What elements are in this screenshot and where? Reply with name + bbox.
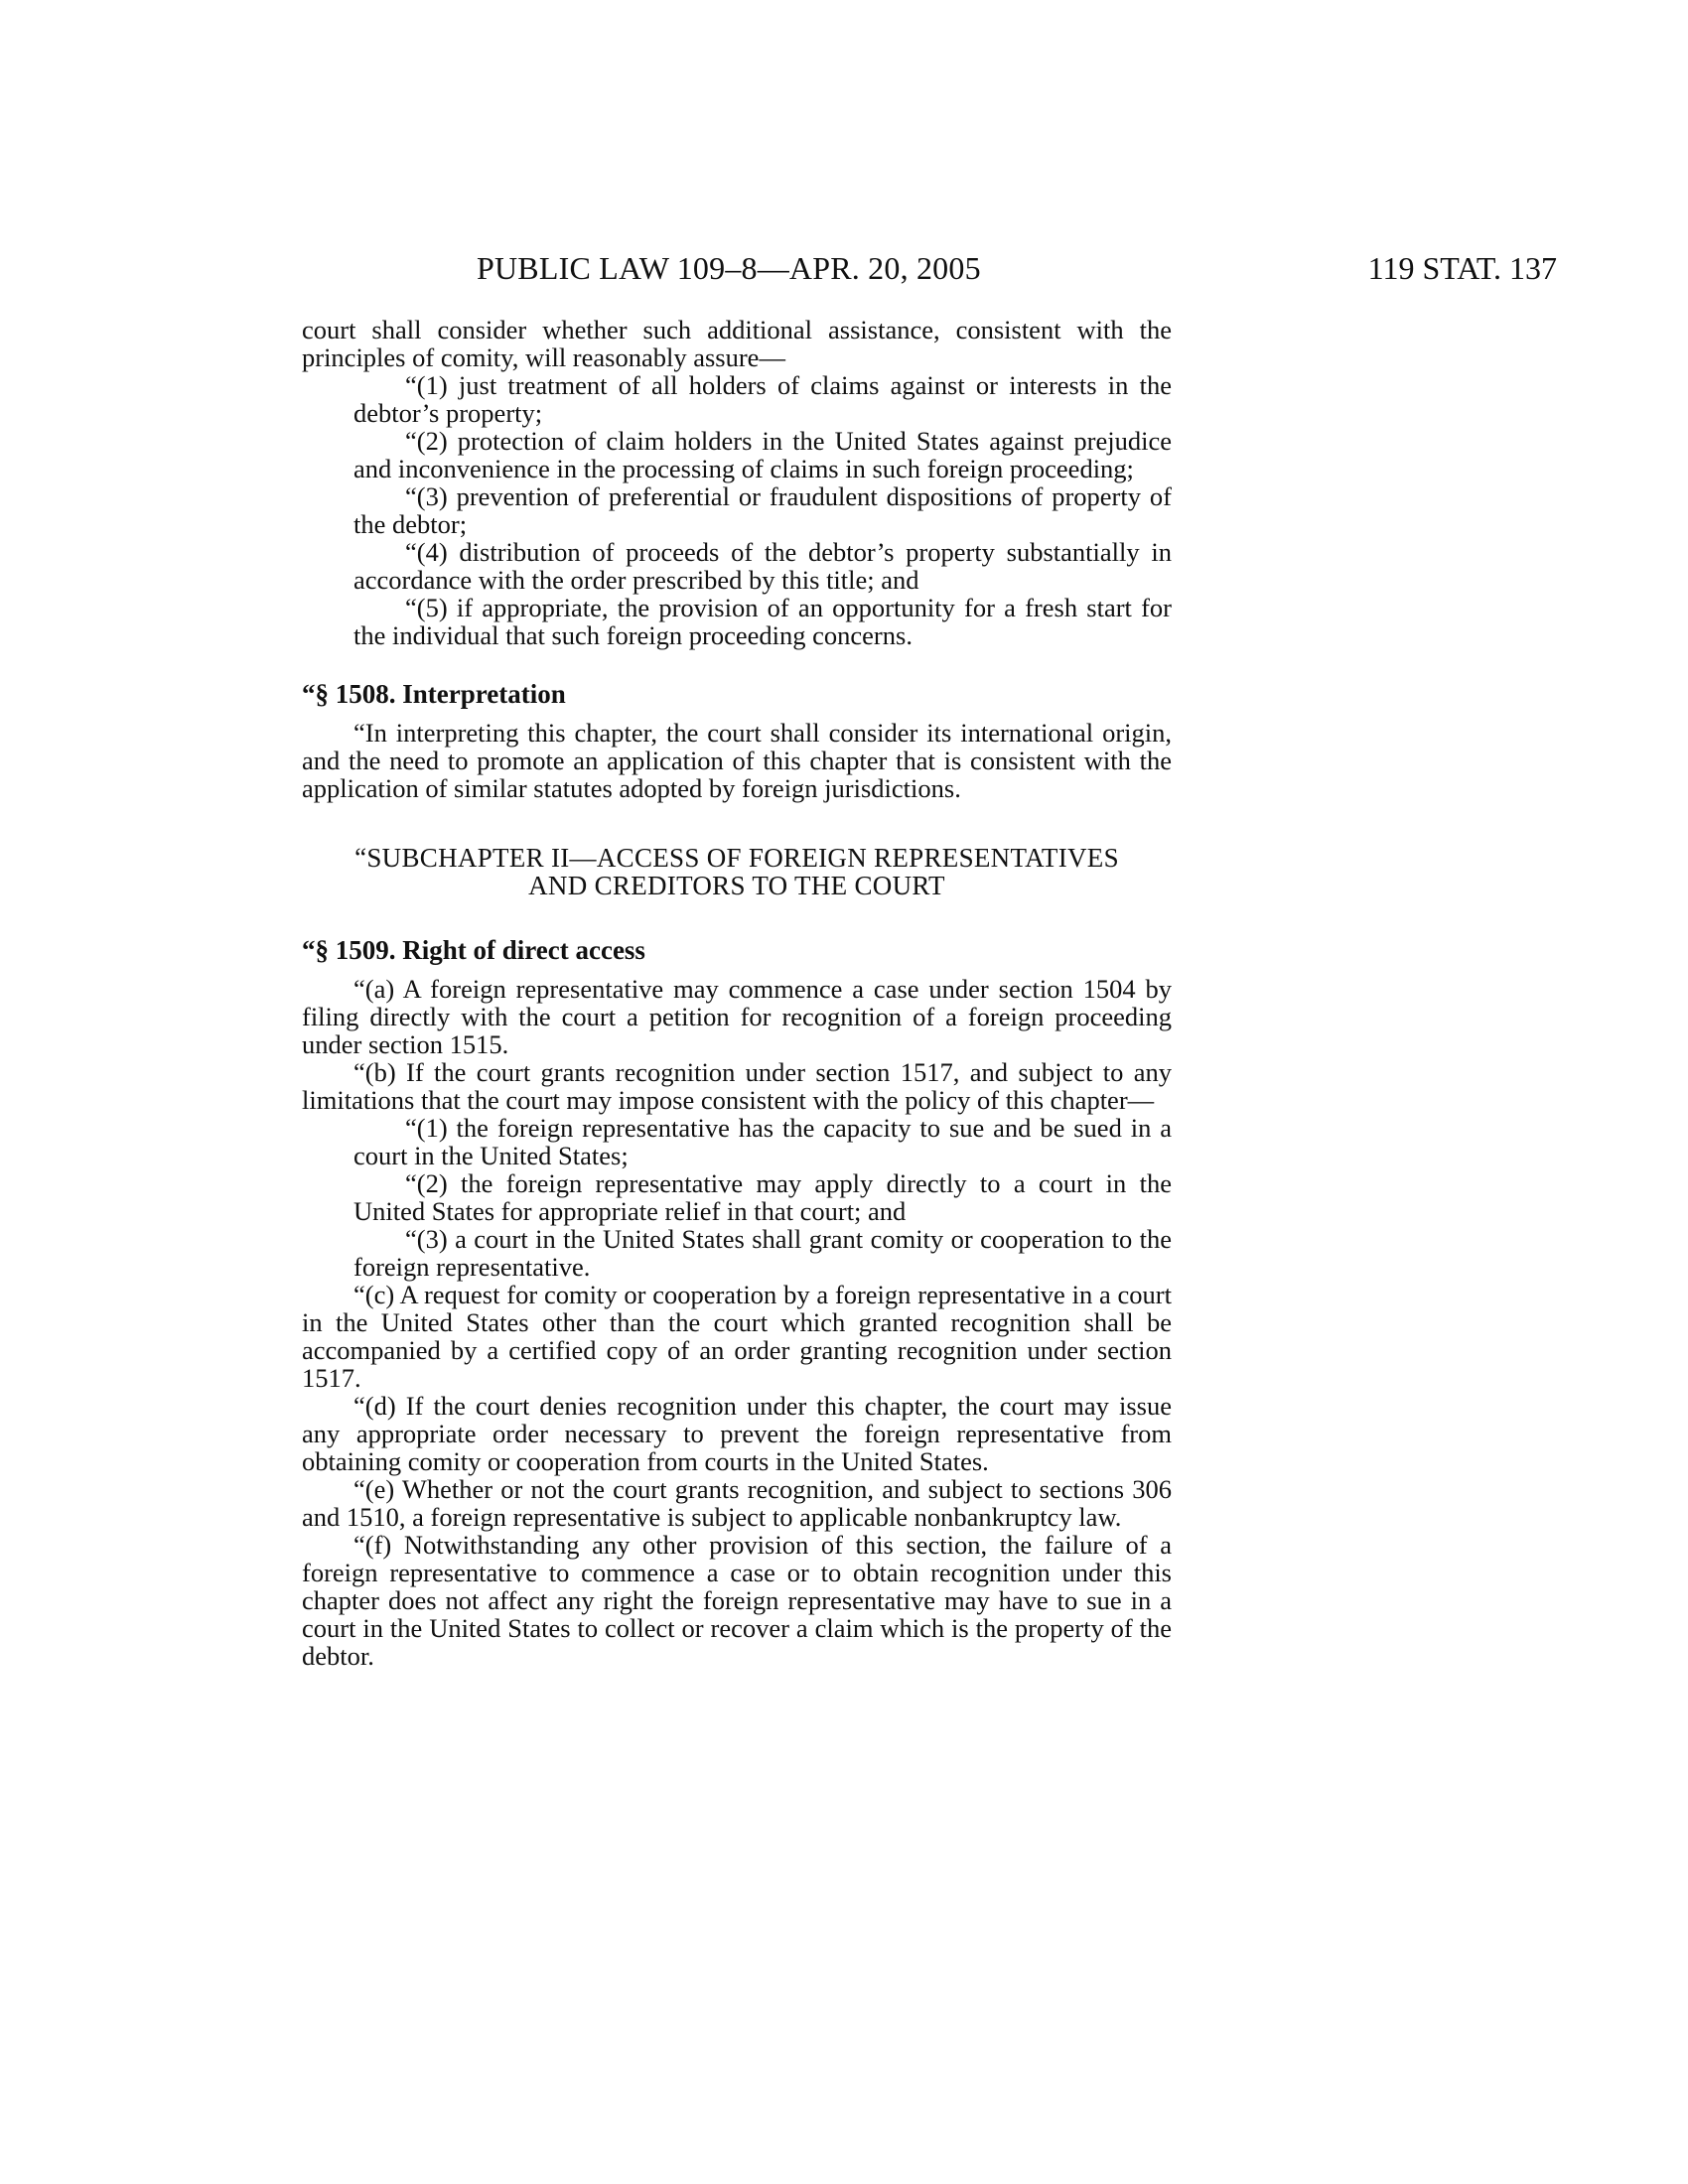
- document-body: [302, 316, 1172, 1670]
- subchapter-heading-line1: “SUBCHAPTER II—ACCESS OF FOREIGN REPRESENTATIVES: [354, 843, 1119, 873]
- subsection-f: “(f) Notwithstanding any other provision of this section, the failure of a foreign representative to commence a case or to obtain recognition under this chapter does not affect any right the foreign representative may have to sue in a court in the United States to collect or recover a claim which is the property of the debtor.: [302, 1530, 1172, 1671]
- section-1507-intro: court shall consider whether such additional assistance, consistent with the principles of comity, will reasonably assure—: [302, 315, 1172, 372]
- list-item: “(1) just treatment of all holders of claims against or interests in the debtor’s property;: [353, 370, 1172, 428]
- list-item: “(4) distribution of proceeds of the debtor’s property substantially in accordance with the order prescribed by this title; and: [353, 537, 1172, 595]
- list-item: “(2) protection of claim holders in the United States against prejudice and inconvenience in the processing of claims in such foreign proceeding;: [353, 426, 1172, 483]
- list-item: “(1) the foreign representative has the capacity to sue and be sued in a court in the United States;: [353, 1113, 1172, 1170]
- subchapter-heading: [302, 844, 1172, 899]
- subsection-b: “(b) If the court grants recognition under section 1517, and subject to any limitations that the court may impose consistent with the policy of this chapter—: [302, 1057, 1172, 1115]
- list-item: “(5) if appropriate, the provision of an opportunity for a fresh start for the individual that such foreign proceeding concerns.: [353, 593, 1172, 650]
- statute-page-number: 119 STAT. 137: [1367, 250, 1557, 286]
- header-title: PUBLIC LAW 109–8—APR. 20, 2005: [477, 250, 981, 286]
- subsection-a: “(a) A foreign representative may commence a case under section 1504 by filing directly with the court a petition for recognition of a foreign proceeding under section 1515.: [302, 974, 1172, 1059]
- subsection-d: “(d) If the court denies recognition under this chapter, the court may issue any appropriate order necessary to prevent the foreign representative from obtaining comity or cooperation from courts in the United States.: [302, 1391, 1172, 1476]
- list-item: “(3) prevention of preferential or fraudulent dispositions of property of the debtor;: [353, 481, 1172, 539]
- subsection-c: “(c) A request for comity or cooperation by a foreign representative in a court in the United States other than the court which granted recognition shall be accompanied by a certified copy of an order granting recognition under section 1517.: [302, 1280, 1172, 1393]
- section-1508-text: “In interpreting this chapter, the court shall consider its international origin, and the need to promote an application of this chapter that is consistent with the application of similar statutes adopted by foreign jurisdictions.: [302, 718, 1172, 803]
- subchapter-heading-line2: AND CREDITORS TO THE COURT: [528, 871, 945, 900]
- list-item: “(2) the foreign representative may apply directly to a court in the United States for appropriate relief in that court; and: [353, 1168, 1172, 1226]
- section-1508-heading: “§ 1508. Interpretation: [302, 679, 566, 709]
- list-item: “(3) a court in the United States shall grant comity or cooperation to the foreign representative.: [353, 1224, 1172, 1282]
- section-1509-heading: “§ 1509. Right of direct access: [302, 935, 645, 965]
- page-header: [302, 248, 1557, 288]
- document-page: [302, 0, 1557, 2184]
- subsection-e: “(e) Whether or not the court grants recognition, and subject to sections 306 and 1510, a foreign representative is subject to applicable nonbankruptcy law.: [302, 1474, 1172, 1532]
